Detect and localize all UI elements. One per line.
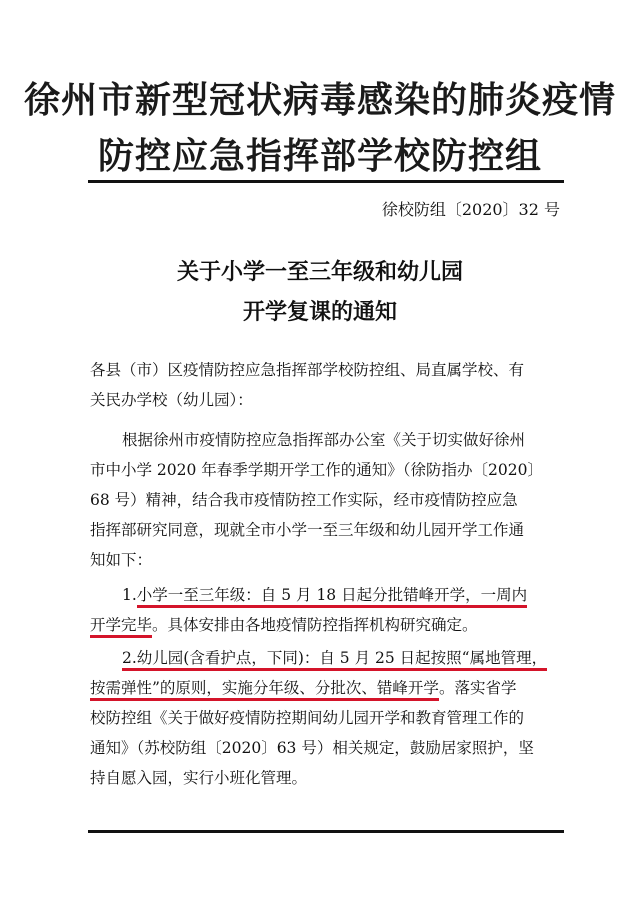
issuer-title-line-2: 防控应急指挥部学校防控组 — [97, 135, 542, 177]
highlighted-text: 2.幼儿园(含看护点，下同)：自 5 月 25 日起按照“属地管理， — [122, 649, 547, 671]
item-2-line-3: 校防控组《关于做好疫情防控期间幼儿园开学和教育管理工作的 — [90, 709, 525, 727]
subject-line-1: 关于小学一至三年级和幼儿园 — [176, 259, 463, 285]
footer-divider — [88, 830, 564, 833]
intro-paragraph — [90, 425, 560, 575]
intro-line: 市中小学 2020 年春季学期开学工作的通知》（徐防指办〔2020〕 — [90, 461, 543, 479]
intro-line: 根据徐州市疫情防控应急指挥部办公室《关于切实做好徐州 — [122, 431, 526, 449]
intro-line: 68 号）精神，结合我市疫情防控工作实际，经市疫情防控应急 — [90, 491, 518, 509]
highlighted-text: 开学完毕 — [90, 616, 152, 638]
document-number: 徐校防组〔2020〕32 号 — [381, 200, 560, 219]
item-1-number: 1. — [122, 586, 137, 604]
item-1-paragraph — [90, 580, 560, 640]
item-1-rest: 。具体安排由各地疫情防控指挥机构研究确定。 — [152, 616, 478, 634]
item-2-paragraph — [90, 643, 560, 793]
subject-line-2: 开学复课的通知 — [242, 299, 397, 325]
item-1-line-2 — [90, 610, 560, 640]
addressee-line: 各县（市）区疫情防控应急指挥部学校防控组、局直属学校、有 — [90, 361, 525, 379]
item-2-rest: 。落实省学 — [438, 679, 517, 697]
addressee-line: 关民办学校（幼儿园）： — [90, 391, 253, 409]
item-2-line-4: 通知》（苏校防组〔2020〕63 号）相关规定，鼓励居家照护，坚 — [90, 739, 534, 757]
intro-line: 指挥部研究同意，现就全市小学一至三年级和幼儿园开学工作通 — [90, 521, 525, 539]
intro-line: 知如下： — [90, 551, 153, 569]
issuer-title-line-1: 徐州市新型冠状病毒感染的肺炎疫情 — [23, 79, 616, 121]
highlighted-text: 按需弹性”的原则，实施分年级、分批次、错峰开学 — [90, 679, 439, 701]
item-2-line-2 — [90, 673, 560, 703]
highlighted-text: 小学一至三年级：自 5 月 18 日起分批错峰开学，一周内 — [137, 586, 527, 608]
item-2-line-1 — [90, 643, 560, 673]
item-1-line-1 — [90, 580, 560, 610]
item-2-line-5: 持自愿入园，实行小班化管理。 — [90, 769, 308, 787]
addressee-paragraph — [90, 355, 560, 415]
header-divider — [88, 180, 564, 183]
